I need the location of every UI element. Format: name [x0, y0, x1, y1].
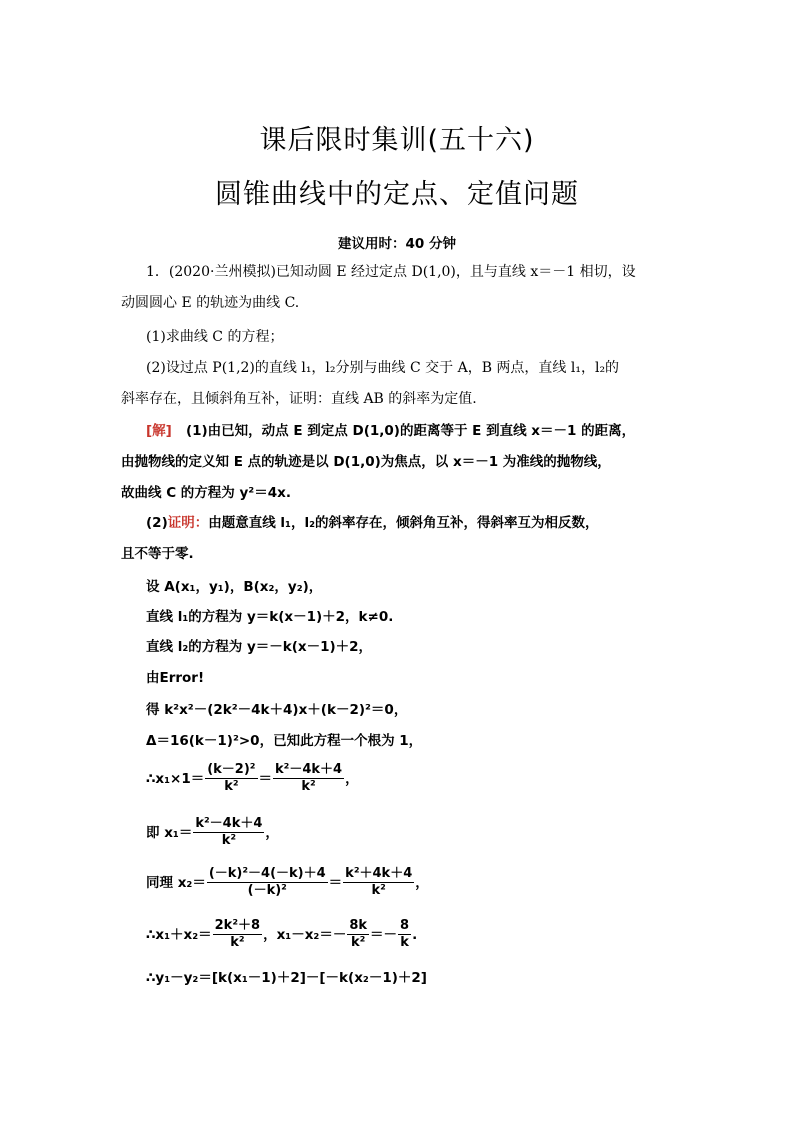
fraction: $\frac{\text{k²＋4k＋4}}{\text{k²}}$ — [345, 866, 413, 898]
discriminant: Δ＝16(k－1)²>0，已知此方程一个根为 1， — [146, 733, 423, 749]
solution-line-1 — [146, 421, 635, 441]
line-l1-equation: 直线 l₁的方程为 y＝k(x－1)＋2，k≠0. — [146, 609, 394, 625]
solution-line-3: 故曲线 C 的方程为 y²＝4x. — [121, 485, 291, 501]
x2-value: 同理 x₂＝ $\frac{\text{(－k)²－4(－k)＋4}}{\text{(－k)²}}$ ＝ $\frac{\text{k²＋4k＋4}}{\text{k²}}$ ， — [146, 866, 429, 898]
problem-line-1: 1．(2020·兰州模拟)已知动圆 E 经过定点 D(1,0)，且与直线 x＝－1 相切，设 — [146, 264, 636, 280]
x1-value: 即 x₁＝ $\frac{\text{k²－4k＋4}}{\text{k²}}$ ， — [146, 816, 279, 848]
solution-part2-line-1 — [146, 513, 599, 533]
part2-text: 由题意直线 l₁，l₂的斜率存在，倾斜角互补，得斜率互为相反数， — [208, 515, 599, 531]
fraction: $\frac{\text{(k－2)²}}{\text{k²}}$ — [207, 762, 256, 794]
page-title: 课后限时集训(五十六) — [259, 125, 535, 156]
question-1: (1)求曲线 C 的方程； — [146, 329, 284, 345]
proof-label: 证明： — [167, 515, 209, 531]
fraction: $\frac{8}{k}$ — [400, 918, 410, 950]
y-difference: ∴y₁－y₂＝[k(x₁－1)＋2]－[－k(x₂－1)＋2] — [146, 970, 427, 986]
sum-and-difference: ∴x₁＋x₂＝ $\frac{\text{2k²＋8}}{\text{k²}}$ ，x₁－x₂＝－ $\frac{8k}{\text{k²}}$ ＝－ $\frac{8}{k}$ . — [146, 918, 418, 950]
part-label: (2) — [146, 515, 168, 531]
problem-line-2: 动圆圆心 E 的轨迹为曲线 C. — [121, 295, 300, 311]
page-subtitle: 圆锥曲线中的定点、定值问题 — [215, 179, 579, 210]
suggested-duration: 建议用时：40 分钟 — [338, 236, 456, 252]
system-error: 由Error! — [146, 670, 205, 686]
fraction: $\frac{\text{k²－4k＋4}}{\text{k²}}$ — [195, 816, 263, 848]
line-l2-equation: 直线 l₂的方程为 y＝－k(x－1)＋2， — [146, 639, 373, 655]
quadratic-equation: 得 k²x²－(2k²－4k＋4)x＋(k－2)²＝0， — [146, 702, 408, 718]
fraction: $\frac{\text{2k²＋8}}{\text{k²}}$ — [214, 918, 261, 950]
fraction: $\frac{\text{(－k)²－4(－k)＋4}}{\text{(－k)²}}$ — [208, 866, 326, 898]
solution-part2-line-2: 且不等于零. — [121, 546, 194, 562]
solution-text: (1)由已知，动点 E 到定点 D(1,0)的距离等于 E 到直线 x＝－1 的距离， — [185, 423, 636, 439]
question-2-line-1: (2)设过点 P(1,2)的直线 l₁，l₂分别与曲线 C 交于 A，B 两点，直线 l₁，l₂的 — [146, 360, 620, 376]
solution-line-2: 由抛物线的定义知 E 点的轨迹是以 D(1,0)为焦点，以 x＝－1 为准线的抛物线， — [121, 454, 611, 470]
x1-product: ∴x₁×1＝ $\frac{\text{(k－2)²}}{\text{k²}}$ ＝ $\frac{\text{k²－4k＋4}}{\text{k²}}$ ， — [146, 762, 359, 794]
solution-tag: [解] — [146, 423, 172, 439]
question-2-line-2: 斜率存在，且倾斜角互补，证明：直线 AB 的斜率为定值. — [121, 391, 477, 407]
set-points: 设 A(x₁，y₁)，B(x₂，y₂)， — [146, 579, 323, 595]
fraction: $\frac{8k}{\text{k²}}$ — [349, 918, 368, 950]
fraction: $\frac{\text{k²－4k＋4}}{\text{k²}}$ — [275, 762, 343, 794]
